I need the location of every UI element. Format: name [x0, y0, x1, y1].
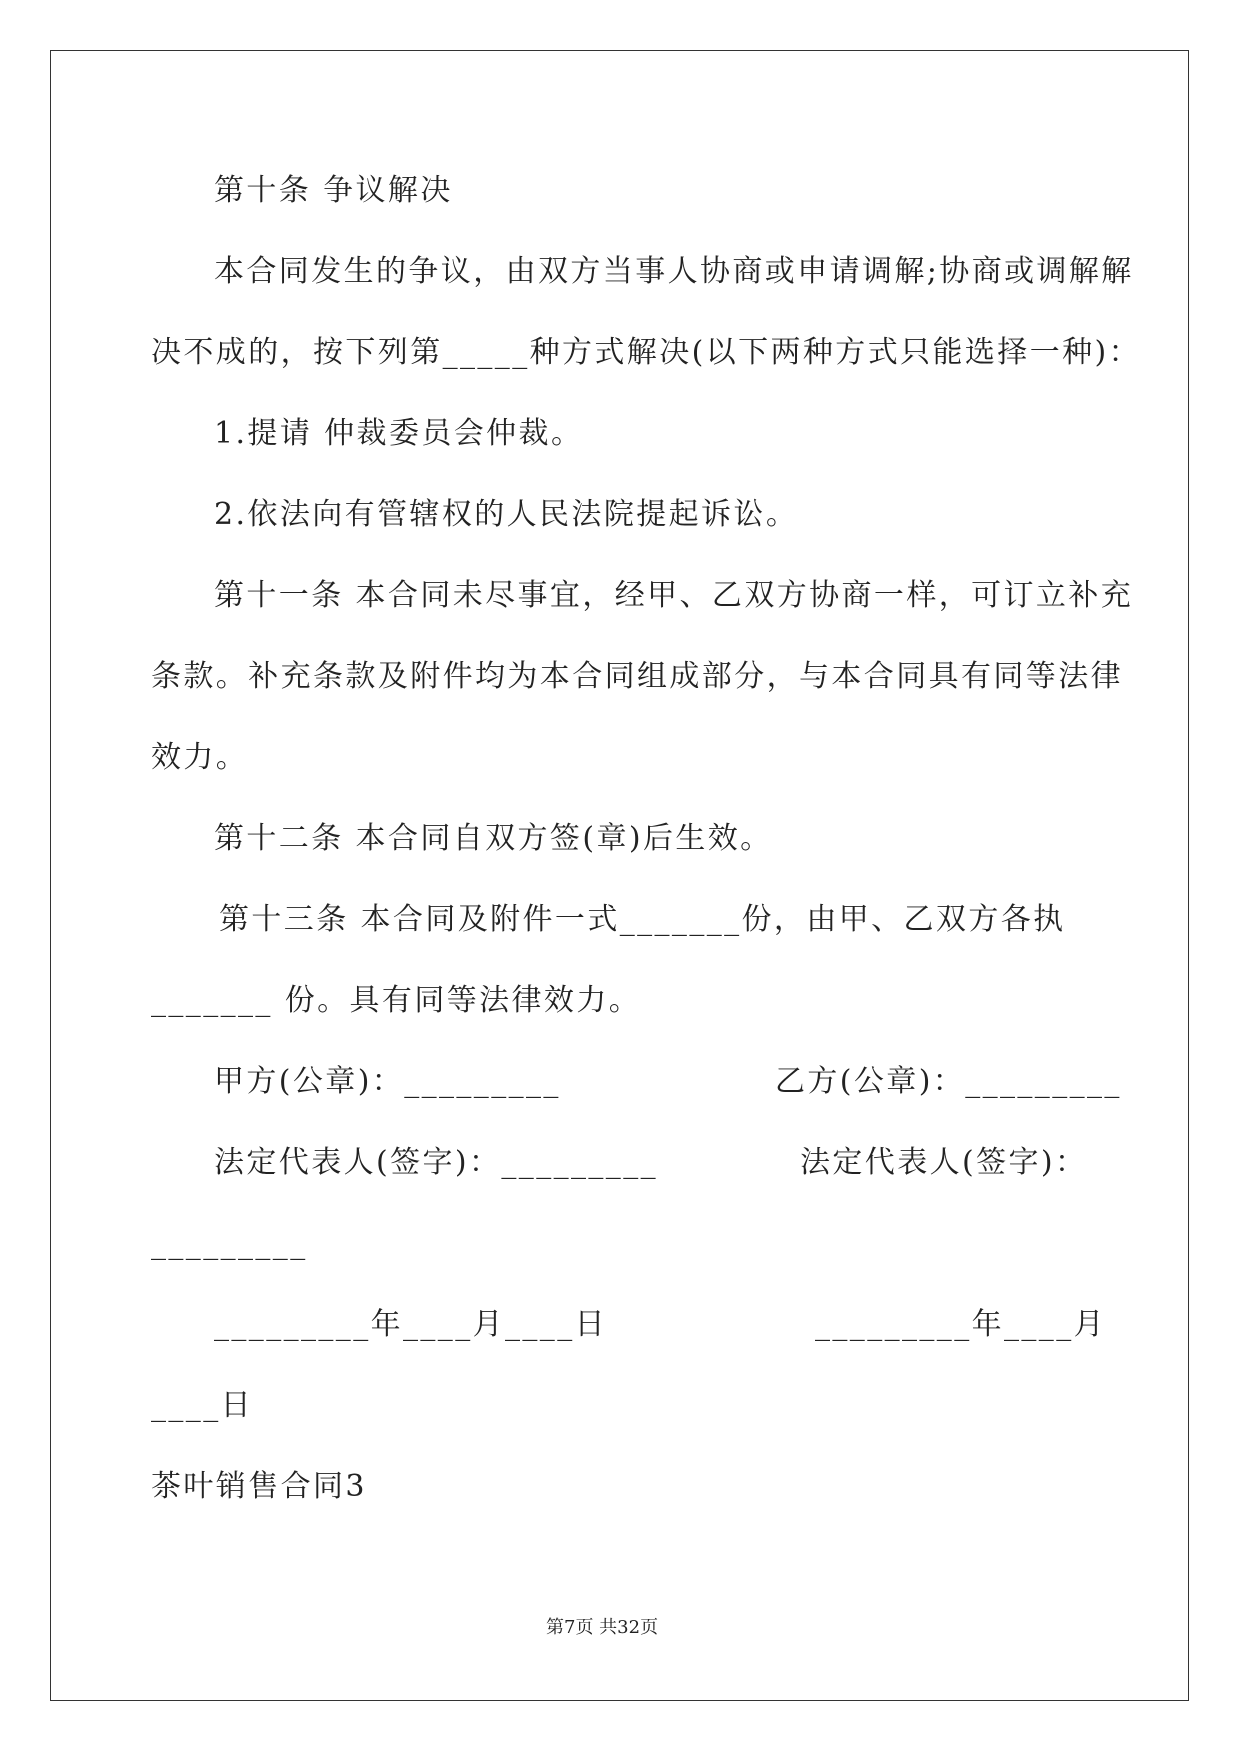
- party-b-representative: 法定代表人(签字)：: [800, 1145, 1088, 1180]
- party-b-seal: 乙方(公章)：_________: [775, 1064, 1122, 1099]
- party-b-representative-blank: _________: [151, 1226, 308, 1261]
- page-border: [50, 50, 1189, 1701]
- party-a-date: _________年____月____日: [214, 1307, 607, 1342]
- article-10-para-line-2: 决不成的，按下列第_____种方式解决(以下两种方式只能选择一种)：: [151, 335, 1142, 370]
- article-10-option-2: 2.依法向有管辖权的人民法院提起诉讼。: [214, 497, 799, 532]
- article-10-option-1: 1.提请 仲裁委员会仲裁。: [214, 416, 584, 451]
- page-footer: 第7页 共32页: [546, 1617, 659, 1638]
- article-13-line-1: 第十三条 本合同及附件一式_______份，由甲、乙双方各执: [219, 902, 1066, 937]
- party-b-date: _________年____月: [815, 1307, 1106, 1342]
- article-11-line-1: 第十一条 本合同未尽事宜，经甲、乙双方协商一样，可订立补充: [214, 578, 1134, 613]
- next-contract-title: 茶叶销售合同3: [151, 1469, 367, 1504]
- article-11-line-3: 效力。: [151, 740, 249, 775]
- article-10-heading: 第十条 争议解决: [214, 173, 453, 208]
- article-13-line-2: _______ 份。具有同等法律效力。: [151, 983, 642, 1018]
- article-12: 第十二条 本合同自双方签(章)后生效。: [214, 821, 773, 856]
- article-11-line-2: 条款。补充条款及附件均为本合同组成部分，与本合同具有同等法律: [151, 659, 1123, 694]
- party-a-seal: 甲方(公章)：_________: [214, 1064, 561, 1099]
- party-b-date-day: ____日: [151, 1388, 253, 1423]
- article-10-para-line-1: 本合同发生的争议，由双方当事人协商或申请调解;协商或调解解: [214, 254, 1134, 289]
- party-a-representative: 法定代表人(签字)：_________: [214, 1145, 659, 1180]
